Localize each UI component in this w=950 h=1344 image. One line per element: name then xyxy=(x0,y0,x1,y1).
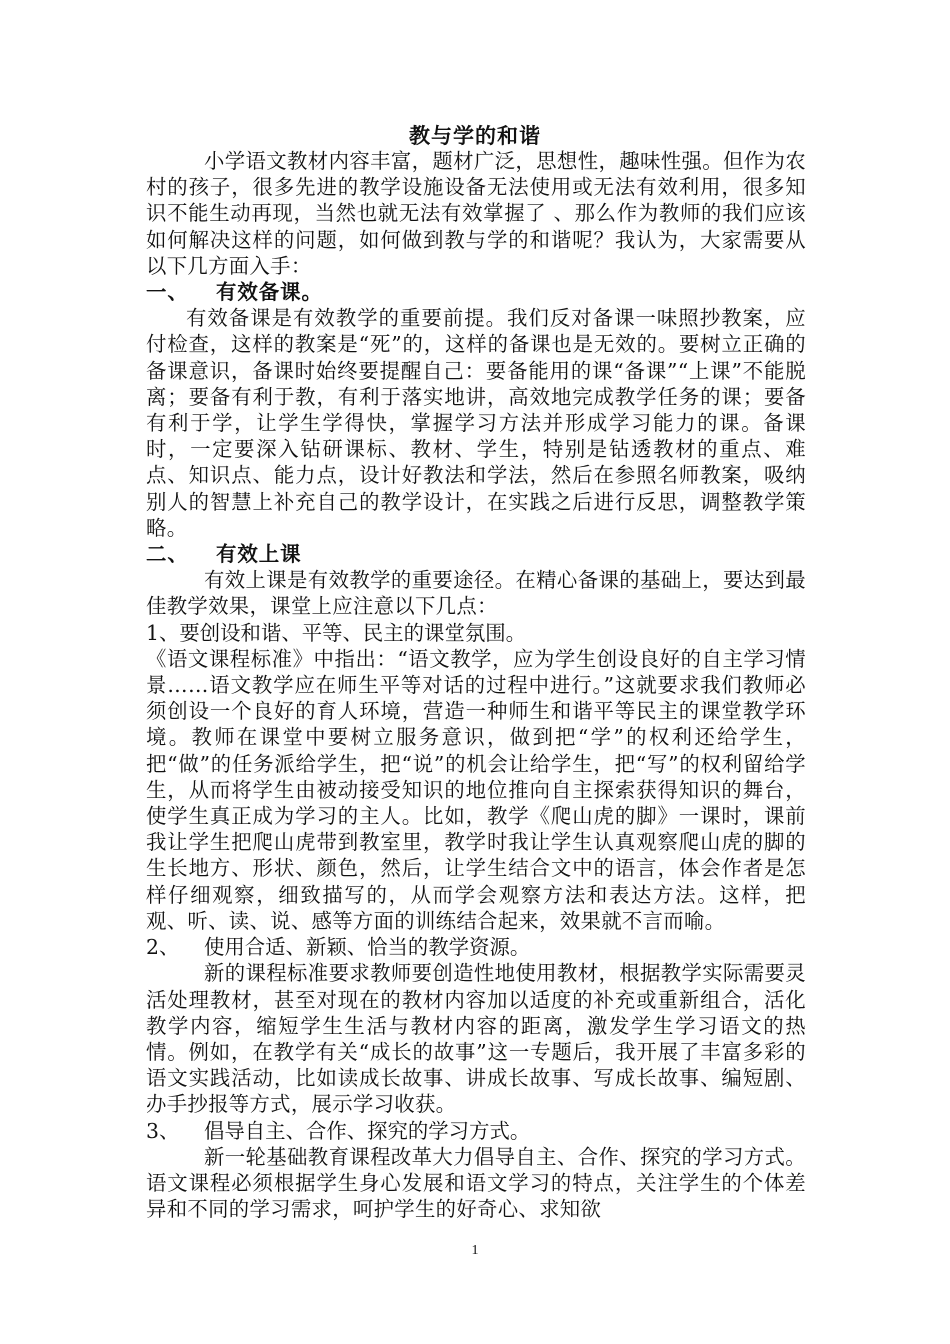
point-number: 3、 xyxy=(146,1118,180,1143)
section-title: 有效上课 xyxy=(216,542,302,567)
point-3-paragraph: 新一轮基础教育课程改革大力倡导自主、合作、探究的学习方式。语文课程必须根据学生身心发展和语文学习的特点，关注学生的个体差异和不同的学习需求，呵护学生的好奇心、求知欲 xyxy=(146,1144,806,1222)
section-2-paragraph: 有效上课是有效教学的重要途径。在精心备课的基础上，要达到最佳教学效果，课堂上应注意以下几点： xyxy=(146,568,806,619)
section-number: 一、 xyxy=(146,280,189,305)
point-title: 使用合适、新颖、恰当的教学资源。 xyxy=(204,935,531,960)
point-2-heading xyxy=(146,934,806,960)
point-1-paragraph: 《语文课程标准》中指出：“语文教学，应为学生创设良好的自主学习情景……语文教学应在师生平等对话的过程中进行。”这就要求我们教师必须创设一个良好的育人环境，营造一种师生和谐平等民主的课堂教学环境。教师在课堂中要树立服务意识，做到把“学”的权利还给学生，把“做”的任务派给学生，把“说”的机会让给学生，把“写”的权利留给学生，从而将学生由被动接受知识的地位推向自主探索获得知识的舞台，使学生真正成为学习的主人。比如，教学《爬山虎的脚》一课时，课前我让学生把爬山虎带到教室里，教学时我让学生认真观察爬山虎的脚的生长地方、形状、颜色，然后，让学生结合文中的语言，体会作者是怎样仔细观察，细致描写的，从而学会观察方法和表达方法。这样，把观、听、读、说、感等方面的训练结合起来，效果就不言而喻。 xyxy=(146,646,806,933)
point-1-heading: 1、要创设和谐、平等、民主的课堂氛围。 xyxy=(146,620,527,645)
document-title: 教与学的和谐 xyxy=(409,123,541,148)
intro-paragraph: 小学语文教材内容丰富，题材广泛，思想性，趣味性强。但作为农村的孩子，很多先进的教学设施设备无法使用或无法有效利用，很多知识不能生动再现，当然也就无法有效掌握了 、那么作为教师的我们应该如何解决这样的问题，如何做到教与学的和谐呢？我认为，大家需要从以下几方面入手： xyxy=(146,149,806,278)
section-number: 二、 xyxy=(146,542,189,567)
section-heading-2 xyxy=(146,541,806,567)
point-2-paragraph: 新的课程标准要求教师要创造性地使用教材，根据教学实际需要灵活处理教材，甚至对现在的教材内容加以适度的补充或重新组合，活化教学内容，缩短学生生活与教材内容的距离，激发学生学习语文的热情。例如，在教学有关“成长的故事”这一专题后，我开展了丰富多彩的语文实践活动，比如读成长故事、讲成长故事、写成长故事、编短剧、办手抄报等方式，展示学习收获。 xyxy=(146,961,806,1117)
point-number: 2、 xyxy=(146,935,180,960)
page-number: 1 xyxy=(471,1243,479,1258)
section-heading-1 xyxy=(146,279,806,305)
section-1-paragraph: 有效备课是有效教学的重要前提。我们反对备课一味照抄教案，应付检查，这样的教案是“死”的，这样的备课也是无效的。要树立正确的备课意识，备课时始终要提醒自己：要备能用的课“备课”“上课”不能脱离；要备有利于教，有利于落实地讲，高效地完成教学任务的课；要备有利于学，让学生学得快，掌握学习方法并形成学习能力的课。备课时，一定要深入钻研课标、教材、学生，特别是钻透教材的重点、难点、知识点、能力点，设计好教法和学法，然后在参照名师教案，吸纳别人的智慧上补充自己的教学设计，在实践之后进行反思，调整教学策略。 xyxy=(146,306,806,540)
point-title: 倡导自主、合作、探究的学习方式。 xyxy=(204,1118,531,1143)
document-body xyxy=(146,148,806,1222)
point-3-heading xyxy=(146,1118,806,1144)
section-title: 有效备课。 xyxy=(216,280,323,305)
